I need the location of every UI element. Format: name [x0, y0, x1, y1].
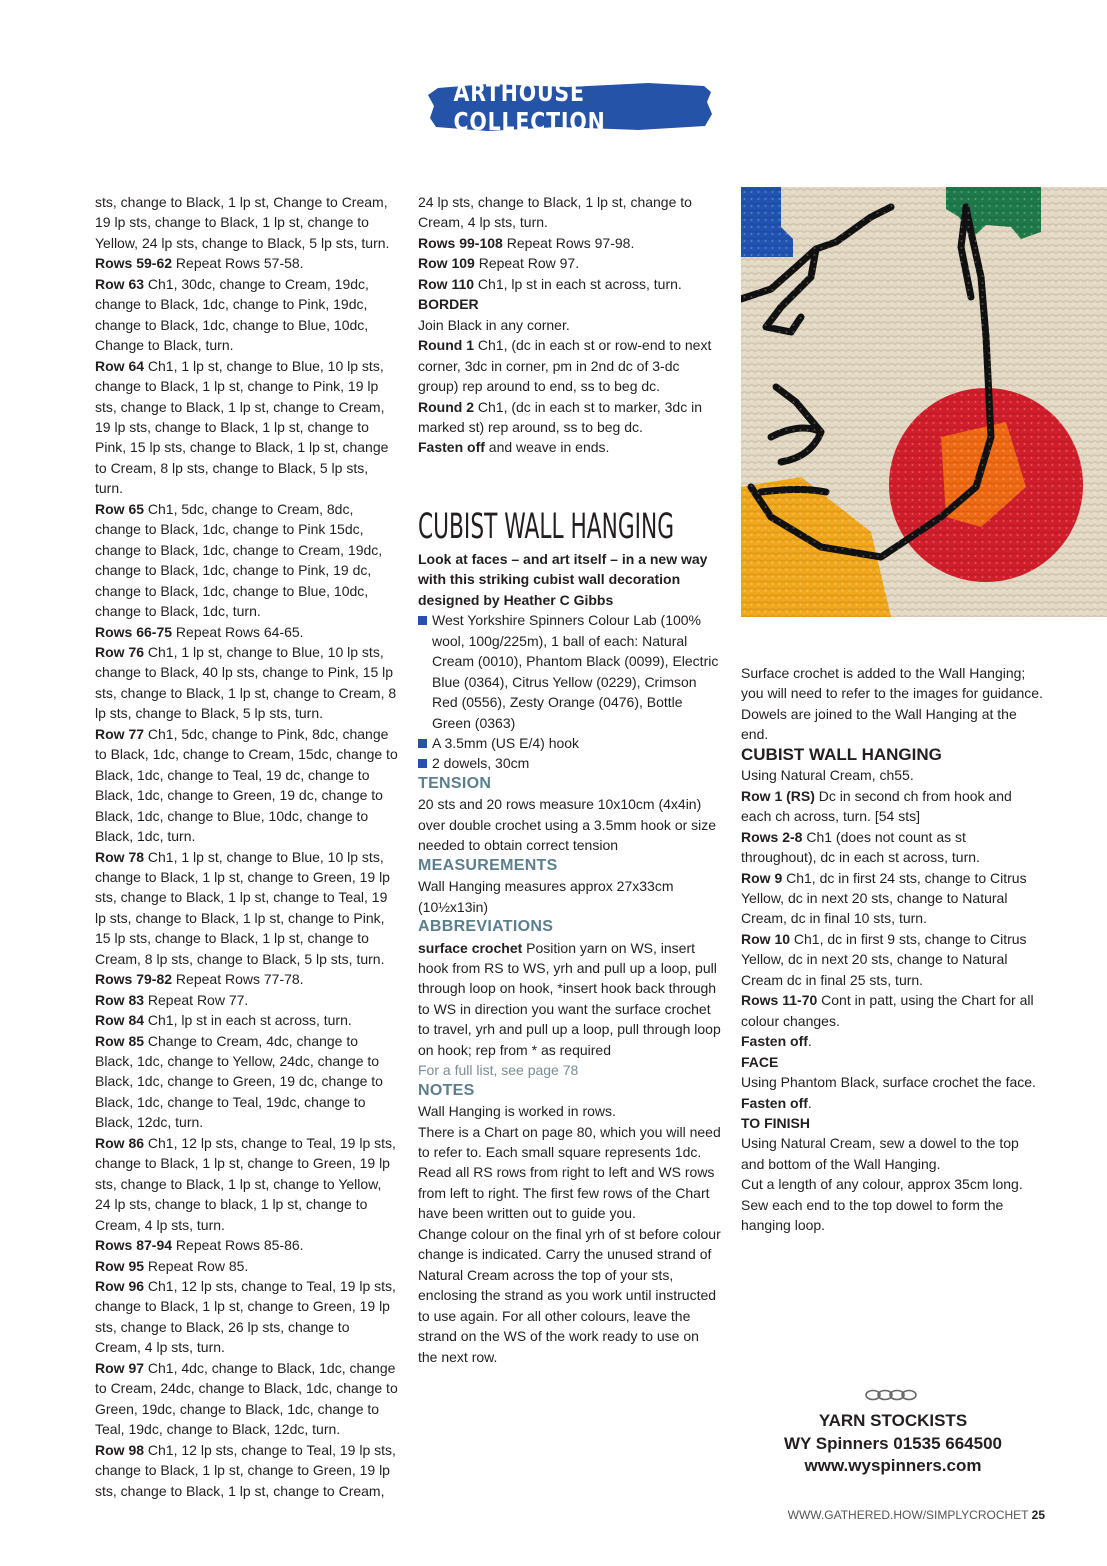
- border-step: Round 2 Ch1, (dc in each st to marker, 3dc in marked st) rep around, ss to beg dc.: [418, 398, 702, 435]
- section-banner: [428, 80, 712, 134]
- page-footer: [788, 1508, 1045, 1522]
- column-2: [418, 192, 722, 1367]
- pattern-row: Fasten off.: [741, 1033, 812, 1050]
- pattern-row: Row 84 Ch1, lp st in each st across, turn.: [95, 1012, 352, 1029]
- pattern-row: Row 109 Repeat Row 97.: [418, 255, 580, 272]
- pattern-row: 24 lp sts, change to Black, 1 lp st, change to Cream, 4 lp sts, turn.: [418, 194, 692, 231]
- pattern-row: Using Natural Cream, ch55.: [741, 767, 914, 784]
- face-end: Fasten off.: [741, 1094, 812, 1111]
- page-number: 25: [1031, 1508, 1045, 1522]
- pattern-row: Row 110 Ch1, lp st in each st across, turn.: [418, 275, 682, 292]
- pattern-row: Row 95 Repeat Row 85.: [95, 1257, 249, 1274]
- pattern-row: Row 76 Ch1, 1 lp st, change to Blue, 10 lp sts, change to Black, 40 lp sts, change to Pink, 15 lp sts, change to Black, 1 lp st, change to Cream, 8 lp sts, change to Black, 5 lp sts, turn.: [95, 643, 397, 722]
- pattern-heading: CUBIST WALL HANGING: [741, 744, 942, 764]
- pattern-row: Row 78 Ch1, 1 lp st, change to Blue, 10 lp sts, change to Black, 1 lp st, change to Green, 19 lp sts, change to Black, 1 lp st, change to Teal, 19 lp sts, change to Black, 1 lp st, change to Pink, 15 lp sts, change to Black, 1 lp st, change to Cream, 8 lp sts, change to Black, 5 lp sts, turn.: [95, 848, 390, 967]
- pattern-row: Row 64 Ch1, 1 lp st, change to Blue, 10 lp sts, change to Black, 1 lp st, change to Pink, 19 lp sts, change to Black, 1 lp st, change to Cream, 19 lp sts, change to Black, 1 lp st, change to Pink, 15 lp sts, change to Black, 1 lp st, change to Cream, 8 lp sts, change to Black, 5 lp sts, turn.: [95, 357, 389, 497]
- pattern-row: Rows 2-8 Ch1 (does not count as st throughout), dc in each st across, turn.: [741, 828, 980, 866]
- pattern-row: Row 98 Ch1, 12 lp sts, change to Teal, 19 lp sts, change to Black, 1 lp st, change to Green, 19 lp sts, change to Black, 1 lp st, change to Cream,: [95, 1441, 396, 1499]
- pattern-row: Row 65 Ch1, 5dc, change to Cream, 8dc, change to Black, 1dc, change to Pink 15dc, change to Black, 1dc, change to Cream, 19dc, change to Black, 1dc, change to Pink, 19 dc, change to Black, 1dc, change to Blue, 10dc, change to Black, 1dc, turn.: [95, 500, 383, 620]
- pattern-row: Row 10 Ch1, dc in first 9 sts, change to Citrus Yellow, dc in next 20 sts, change to Natural Cream dc in final 25 sts, turn.: [741, 930, 1027, 988]
- border-step: Join Black in any corner.: [418, 316, 570, 333]
- material-item: West Yorkshire Spinners Colour Lab (100% wool, 100g/225m), 1 ball of each: Natural Cream (0010), Phantom Black (0099), Electric Blue (0364), Citrus Yellow (0229), Crimson Red (0556), Zesty Orange (0476), Bottle Green (0363): [418, 610, 722, 733]
- yarn-stockists: [741, 1388, 1045, 1478]
- stockists-website[interactable]: www.wyspinners.com: [804, 1456, 982, 1475]
- measurements-heading: MEASUREMENTS: [418, 856, 558, 874]
- border-step: Round 1 Ch1, (dc in each st or row-end to next corner, 3dc in corner, pm in 2nd dc of 3-dc group) rep around to end, ss to beg dc.: [418, 337, 712, 395]
- finish-heading: TO FINISH: [741, 1114, 810, 1131]
- face-heading: FACE: [741, 1053, 779, 1070]
- banner-title: ARTHOUSE COLLECTION: [453, 78, 606, 136]
- finish-text: Cut a length of any colour, approx 35cm long. Sew each end to the top dowel to form the hanging loop.: [741, 1176, 1023, 1234]
- intro-text: Dowels are joined to the Wall Hanging at the end.: [741, 705, 1017, 743]
- material-item: 2 dowels, 30cm: [418, 753, 722, 773]
- pattern-row: Row 1 (RS) Dc in second ch from hook and each ch across, turn. [54 sts]: [741, 787, 1012, 825]
- abbreviation-entry: surface crochet Position yarn on WS, insert hook from RS to WS, yrh and pull up a loop, pull through loop on hook, *insert hook back through to WS in direction you want the surface crochet to travel, yrh and pull up a loop, pull through loop on hook; rep from * as required: [418, 939, 721, 1058]
- pattern-row: Rows 66-75 Repeat Rows 64-65.: [95, 623, 304, 640]
- stockists-phone: WY Spinners 01535 664500: [784, 1433, 1002, 1453]
- notes-text: Change colour on the final yrh of st before colour change is indicated. Carry the unused strand of Natural Cream across the top of your sts, enclosing the strand as you work until instructed to use again. For all other colours, leave the strand on the WS of the work ready to use on the next row.: [418, 1225, 721, 1365]
- border-heading: BORDER: [418, 296, 479, 313]
- notes-text: There is a Chart on page 80, which you will need to refer to. Each small square represents 1dc. Read all RS rows from right to left and WS rows from left to right. The first few rows of the Chart have been written out to guide you.: [418, 1123, 721, 1222]
- pattern-row: Row 96 Ch1, 12 lp sts, change to Teal, 19 lp sts, change to Black, 1 lp st, change to Green, 19 lp sts, change to Black, 26 lp sts, change to Cream, 4 lp sts, turn.: [95, 1278, 396, 1356]
- pattern-row: Row 85 Change to Cream, 4dc, change to Black, 1dc, change to Yellow, 24dc, change to Black, 1dc, change to Green, 19 dc, change to Black, 1dc, change to Teal, 19dc, change to Black, 12dc, turn.: [95, 1032, 383, 1131]
- notes-text: Wall Hanging is worked in rows.: [418, 1103, 616, 1120]
- abbreviations-heading: ABBREVIATIONS: [418, 918, 554, 936]
- pattern-row: Rows 59-62 Repeat Rows 57-58.: [95, 255, 304, 272]
- pattern-row: Row 77 Ch1, 5dc, change to Pink, 8dc, change to Black, 1dc, change to Cream, 15dc, change to Black, 1dc, change to Teal, 19 dc, change to Black, 1dc, change to Green, 19 dc, change to Black, 1dc, change to Blue, 10dc, change to Black, 1dc, turn.: [95, 725, 398, 845]
- wall-hanging-photo: [741, 187, 1107, 617]
- column-3: [741, 663, 1045, 1236]
- tension-heading: TENSION: [418, 774, 492, 792]
- pattern-row: Row 86 Ch1, 12 lp sts, change to Teal, 19 lp sts, change to Black, 1 lp st, change to Green, 19 lp sts, change to Black, 1 lp st, change to Yellow, 24 lp sts, change to black, 1 lp st, change to Cream, 4 lp sts, turn.: [95, 1134, 396, 1233]
- project-title: CUBIST WALL HANGING: [418, 506, 675, 547]
- pattern-row: Row 97 Ch1, 4dc, change to Black, 1dc, change to Cream, 24dc, change to Black, 1dc, change to Green, 19dc, change to Black, 1dc, change to Teal, 19dc, change to Black, 12dc, turn.: [95, 1359, 398, 1438]
- finish-text: Using Natural Cream, sew a dowel to the top and bottom of the Wall Hanging.: [741, 1135, 1019, 1172]
- material-item: A 3.5mm (US E/4) hook: [418, 733, 722, 753]
- measurements-text: Wall Hanging measures approx 27x33cm (10½x13in): [418, 878, 674, 915]
- pattern-row: Row 9 Ch1, dc in first 24 sts, change to Citrus Yellow, dc in next 20 sts, change to Natural Cream, dc in final 10 sts, turn.: [741, 869, 1027, 927]
- face-text: Using Phantom Black, surface crochet the face.: [741, 1074, 1036, 1091]
- pattern-row: sts, change to Black, 1 lp st, Change to Cream, 19 lp sts, change to Black, 1 lp st, change to Yellow, 24 lp sts, change to Black, 5 lp sts, turn.: [95, 194, 390, 251]
- pattern-row: Rows 11-70 Cont in patt, using the Chart for all colour changes.: [741, 992, 1034, 1029]
- pattern-row: Rows 79-82 Repeat Rows 77-78.: [95, 971, 304, 988]
- project-intro: Look at faces – and art itself – in a new way with this striking cubist wall decoration designed by Heather C Gibbs: [418, 550, 708, 608]
- notes-heading: NOTES: [418, 1081, 475, 1099]
- pattern-row: Row 83 Repeat Row 77.: [95, 991, 249, 1008]
- chain-ornament-icon: [865, 1388, 921, 1402]
- stockists-title: YARN STOCKISTS: [818, 1411, 968, 1430]
- intro-text: Surface crochet is added to the Wall Hanging; you will need to refer to the images for guidance.: [741, 665, 1043, 702]
- footer-url[interactable]: WWW.GATHERED.HOW/SIMPLYCROCHET: [787, 1508, 1029, 1522]
- pattern-row: Rows 87-94 Repeat Rows 85-86.: [95, 1237, 304, 1254]
- abbreviation-page-ref: For a full list, see page 78: [418, 1062, 579, 1079]
- pattern-row: Rows 99-108 Repeat Rows 97-98.: [418, 234, 635, 251]
- column-1-pattern-rows: [95, 192, 399, 1501]
- border-step: Fasten off and weave in ends.: [418, 439, 610, 456]
- pattern-row: Row 63 Ch1, 30dc, change to Cream, 19dc, change to Black, 1dc, change to Pink, 19dc, change to Black, 1dc, change to Blue, 10dc, Change to Black, turn.: [95, 275, 369, 354]
- tension-text: 20 sts and 20 rows measure 10x10cm (4x4in) over double crochet using a 3.5mm hook or size needed to obtain correct tension: [418, 796, 717, 854]
